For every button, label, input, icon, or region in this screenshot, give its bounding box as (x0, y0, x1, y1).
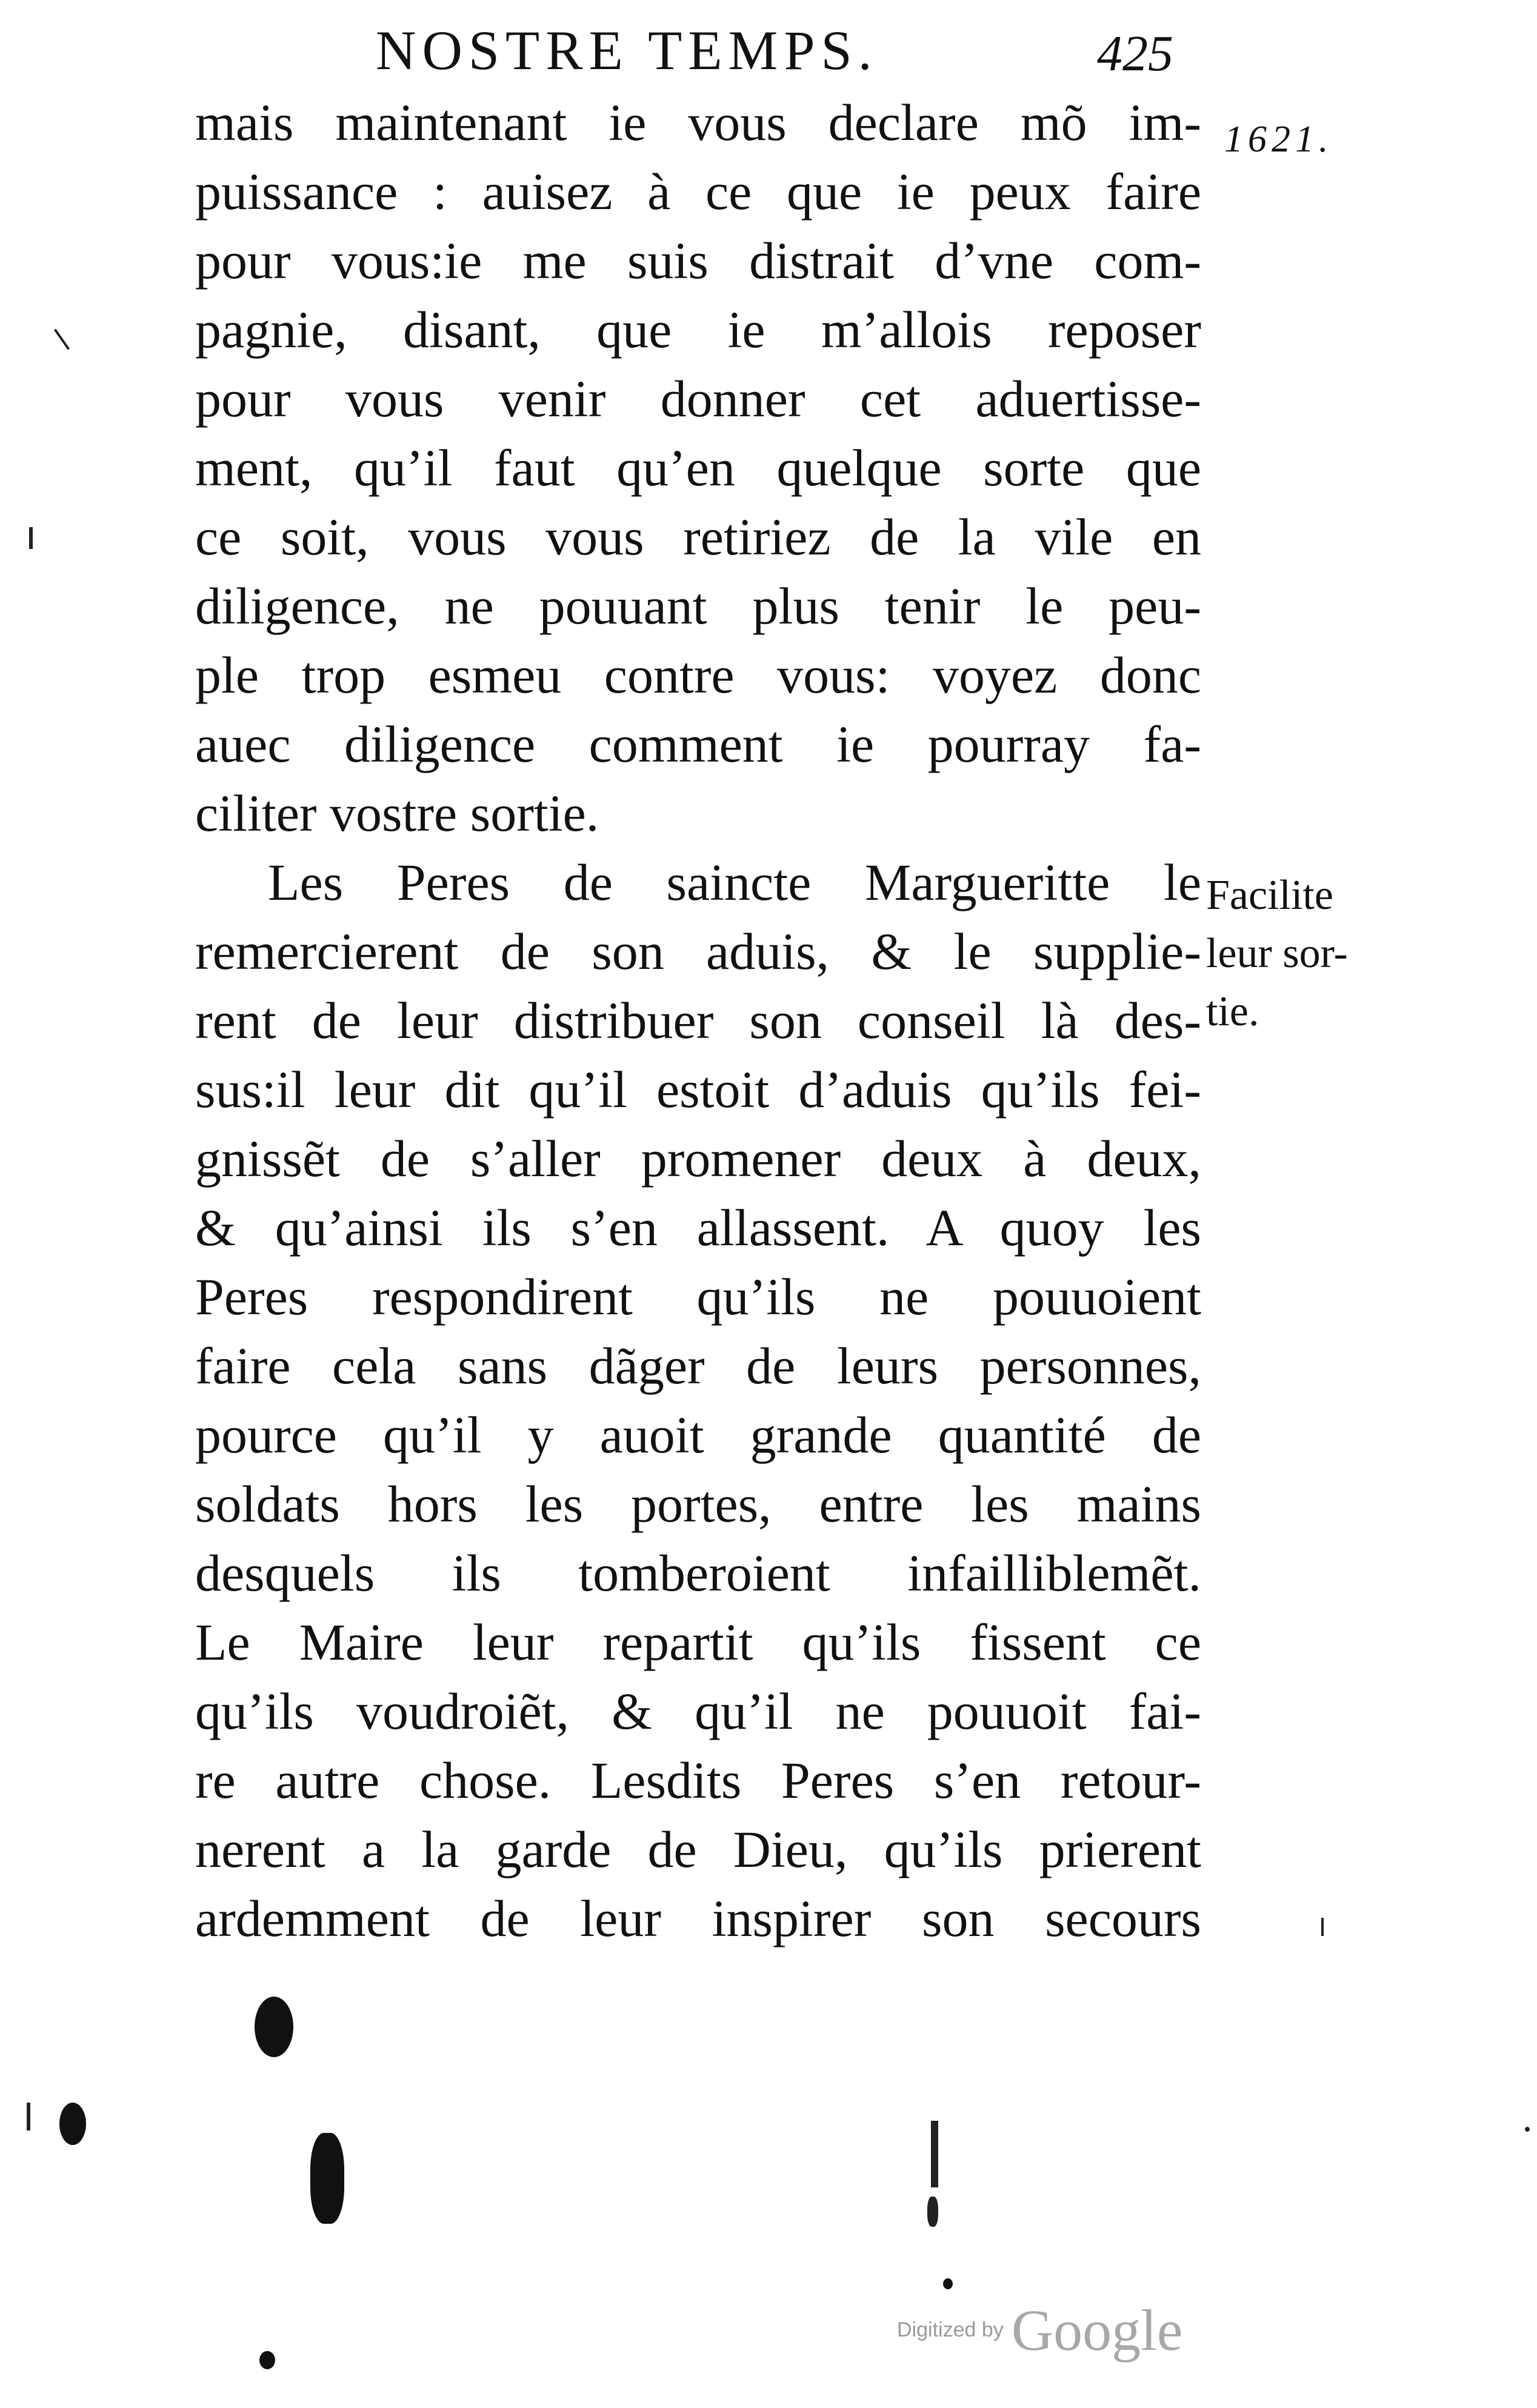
stray-mark (931, 2121, 938, 2187)
text-line: Le Maire leur repartit qu’ils fissent ce (195, 1613, 1201, 1671)
marginal-note (1206, 866, 1424, 1041)
watermark-prefix: Digitized by (897, 2318, 1004, 2341)
text-line: Peres respondirent qu’ils ne pouuoient (195, 1268, 1201, 1326)
text-line: ardemment de leur inspirer son secours (195, 1889, 1201, 1947)
text-line: qu’ils voudroiẽt, & qu’il ne pouuoit fai- (195, 1682, 1201, 1740)
text-line: nerent a la garde de Dieu, qu’ils prierent (195, 1820, 1201, 1878)
text-line: auec diligence comment ie pourray fa- (195, 715, 1201, 773)
margin-year: 1621. (1224, 119, 1333, 160)
text-line: desquels ils tomberoient infailliblemẽt. (195, 1544, 1201, 1602)
text-line: gnissẽt de s’aller promener deux à deux, (195, 1129, 1201, 1188)
text-line: ple trop esmeu contre vous: voyez donc (195, 646, 1201, 704)
text-line: re autre chose. Lesdits Peres s’en retour- (195, 1751, 1201, 1809)
stray-mark (927, 2197, 938, 2227)
text-line: pource qu’il y auoit grande quantité de (195, 1406, 1201, 1464)
marginal-note-line: tie. (1206, 988, 1259, 1035)
digitization-watermark (897, 2297, 1183, 2363)
text-line: ment, qu’il faut qu’en quelque sorte que (195, 439, 1201, 497)
text-line: sus:il leur dit qu’il estoit d’aduis qu’ils fei- (195, 1060, 1201, 1119)
text-line: pour vous venir donner cet aduertisse- (195, 370, 1201, 428)
ink-blot (943, 2278, 953, 2289)
watermark-brand: Google (1011, 2298, 1183, 2363)
text-line: soldats hors les portes, entre les mains (195, 1475, 1201, 1533)
stray-mark (1525, 2127, 1530, 2132)
text-line: puissance : auisez à ce que ie peux faire (195, 162, 1201, 221)
marginal-note-line: Facilite (1206, 872, 1333, 919)
text-line: pour vous:ie me suis distrait d’vne com- (195, 231, 1201, 290)
body-text (195, 88, 1201, 1953)
ink-blot (310, 2133, 344, 2224)
text-line: remercierent de son aduis, & le supplie- (195, 922, 1201, 980)
ink-blot (259, 2351, 275, 2369)
text-line: Les Peres de saincte Margueritte le (268, 853, 1201, 911)
ink-blot (59, 2103, 86, 2145)
text-line: rent de leur distribuer son conseil là des- (195, 991, 1201, 1049)
running-title: NOSTRE TEMPS. (376, 19, 878, 81)
text-line: faire cela sans dãger de leurs personnes, (195, 1337, 1201, 1395)
text-line: mais maintenant ie vous declare mõ im- (195, 93, 1201, 151)
marginal-note-line: leur sor- (1206, 930, 1348, 977)
text-line: diligence, ne pouuant plus tenir le peu- (195, 577, 1201, 635)
ink-blot (255, 1997, 293, 2057)
stray-mark (27, 2103, 30, 2130)
text-line: ciliter vostre sortie. (195, 784, 599, 842)
page-number: 425 (1097, 25, 1173, 82)
text-line: ce soit, vous vous retiriez de la vile en (195, 508, 1201, 566)
page-header (364, 18, 1273, 85)
stray-mark (29, 527, 33, 549)
stray-mark (1321, 1918, 1324, 1936)
text-line: pagnie, disant, que ie m’allois reposer (195, 301, 1201, 359)
stray-mark (54, 328, 70, 350)
text-line: & qu’ainsi ils s’en allassent. A quoy les (195, 1199, 1201, 1257)
